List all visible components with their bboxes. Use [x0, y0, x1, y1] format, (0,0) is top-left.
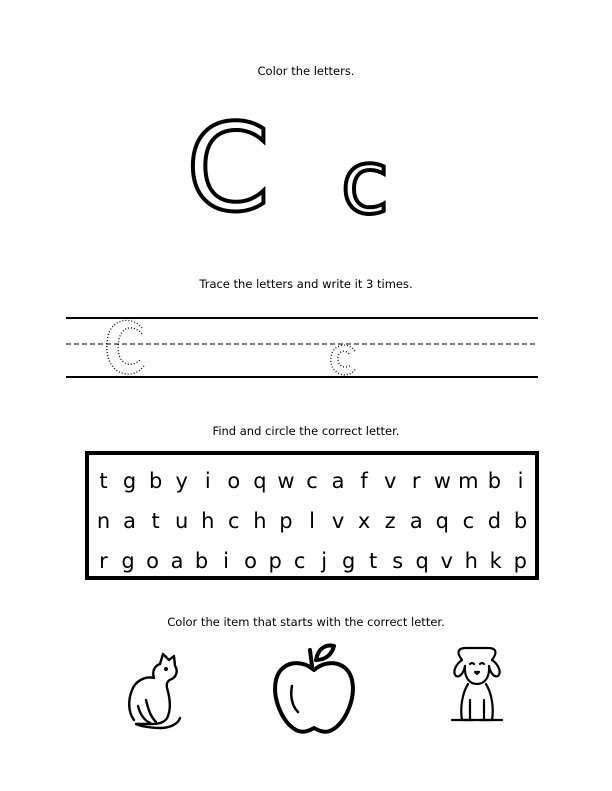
grid-letter[interactable]: b [513, 509, 528, 533]
grid-letter[interactable]: a [409, 509, 423, 533]
outline-uppercase-letter: C [186, 100, 270, 239]
grid-letter[interactable]: t [369, 549, 378, 573]
grid-letter[interactable]: x [357, 509, 371, 533]
trace-uppercase-letter [107, 320, 144, 374]
grid-letter[interactable]: h [253, 509, 267, 533]
grid-letter[interactable]: b [148, 469, 163, 493]
grid-letter[interactable]: r [99, 549, 108, 573]
grid-letter[interactable]: d [487, 509, 502, 533]
grid-letter[interactable]: p [513, 549, 527, 573]
grid-letter[interactable]: o [227, 469, 241, 493]
grid-letter[interactable]: i [223, 549, 229, 573]
grid-letter[interactable]: q [435, 509, 449, 533]
grid-letter[interactable]: u [175, 509, 189, 533]
grid-letter[interactable]: g [121, 549, 135, 573]
dog-icon [452, 648, 502, 720]
trace-lowercase-letter [331, 345, 356, 375]
grid-letter[interactable]: j [321, 549, 328, 573]
grid-letter[interactable]: b [194, 549, 209, 573]
grid-letter[interactable]: a [331, 469, 345, 493]
grid-letter[interactable]: z [384, 509, 396, 533]
grid-letter[interactable]: o [146, 549, 159, 573]
grid-letter[interactable]: q [415, 549, 429, 573]
apple-icon [275, 646, 353, 732]
grid-letter[interactable]: i [204, 469, 211, 493]
grid-letter[interactable]: m [458, 469, 479, 493]
instruction-find-letter: Find and circle the correct letter. [212, 424, 400, 438]
handwriting-lines [66, 318, 538, 377]
grid-letter[interactable]: p [279, 509, 293, 533]
grid-letter[interactable]: i [517, 469, 524, 493]
grid-letter[interactable]: t [99, 469, 108, 493]
grid-letter[interactable]: v [331, 509, 345, 533]
grid-letter[interactable]: o [244, 549, 258, 573]
grid-letter[interactable]: c [306, 469, 318, 493]
letter-row-1 [93, 469, 531, 493]
grid-letter[interactable]: h [201, 509, 215, 533]
outline-lowercase-letter: c [340, 131, 390, 234]
grid-letter[interactable]: w [277, 469, 295, 493]
letter-row-3 [93, 549, 531, 573]
instruction-color-item: Color the item that starts with the correct letter. [167, 615, 445, 629]
grid-letter[interactable]: v [440, 549, 453, 573]
grid-letter[interactable]: y [175, 469, 188, 493]
grid-letter[interactable]: h [464, 549, 478, 573]
grid-letter[interactable]: k [489, 549, 502, 573]
grid-letter[interactable]: w [433, 469, 451, 493]
grid-letter[interactable]: c [293, 549, 306, 573]
instruction-trace-letters: Trace the letters and write it 3 times. [199, 277, 413, 291]
grid-letter[interactable]: b [487, 469, 502, 493]
grid-letter[interactable]: l [309, 509, 315, 533]
grid-letter[interactable]: c [228, 509, 240, 533]
grid-letter[interactable]: r [411, 469, 421, 493]
cat-icon [129, 654, 180, 728]
grid-letter[interactable]: q [253, 469, 267, 493]
grid-letter[interactable]: t [151, 509, 160, 533]
grid-letter[interactable]: s [392, 549, 404, 573]
grid-letter[interactable]: v [383, 469, 397, 493]
grid-letter[interactable]: c [462, 509, 475, 533]
grid-letter[interactable]: f [360, 469, 368, 493]
grid-letter[interactable]: a [123, 509, 136, 533]
grid-letter[interactable]: g [122, 469, 137, 493]
letter-grid [85, 451, 539, 580]
instruction-color-letters: Color the letters. [257, 64, 355, 78]
letter-row-2 [93, 509, 531, 533]
grid-letter[interactable]: n [96, 509, 111, 533]
grid-letter[interactable]: a [170, 549, 184, 573]
grid-letter[interactable]: p [268, 549, 282, 573]
grid-letter[interactable]: g [341, 549, 356, 573]
